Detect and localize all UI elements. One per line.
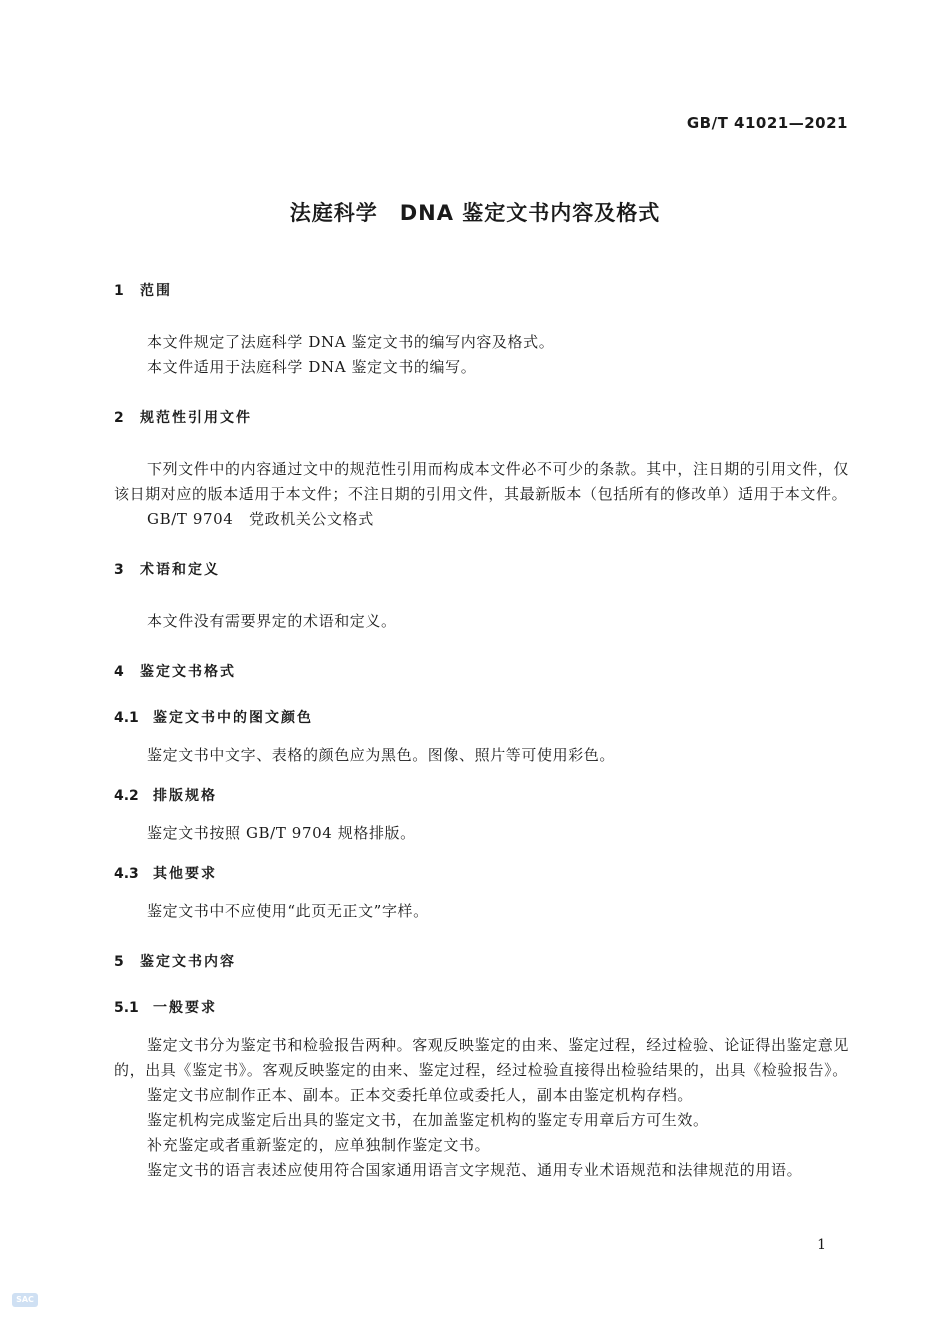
section-number: 5 xyxy=(114,954,124,970)
paragraph: 本文件适用于法庭科学 DNA 鉴定文书的编写。 xyxy=(147,358,477,376)
section-title: 范围 xyxy=(140,283,172,299)
section-3-heading xyxy=(114,559,849,581)
paragraph: 鉴定文书中文字、表格的颜色应为黑色。图像、照片等可使用彩色。 xyxy=(147,746,616,764)
document-body xyxy=(114,280,849,1183)
subsection-title: 鉴定文书中的图文颜色 xyxy=(153,710,313,726)
standard-code: GB/T 41021—2021 xyxy=(686,114,848,132)
paragraph: 鉴定文书中不应使用“此页无正文”字样。 xyxy=(147,902,429,920)
section-5-heading xyxy=(114,951,849,973)
subsection-title: 一般要求 xyxy=(153,1000,217,1016)
subsection-number: 4.2 xyxy=(114,788,139,804)
subsection-4-1-heading xyxy=(114,707,849,729)
section-number: 2 xyxy=(114,410,124,426)
reference-code: GB/T 9704 xyxy=(147,510,234,528)
paragraph: 补充鉴定或者重新鉴定的，应单独制作鉴定文书。 xyxy=(147,1136,491,1154)
document-title: 法庭科学 DNA 鉴定文书内容及格式 xyxy=(289,201,661,225)
section-number: 4 xyxy=(114,664,124,680)
section-title: 术语和定义 xyxy=(140,562,220,578)
subsection-5-1-heading xyxy=(114,997,849,1019)
section-title: 鉴定文书格式 xyxy=(140,664,236,680)
paragraph: 鉴定文书的语言表述应使用符合国家通用语言文字规范、通用专业术语规范和法律规范的用语。 xyxy=(147,1161,803,1179)
subsection-title: 其他要求 xyxy=(153,866,217,882)
paragraph: 鉴定文书分为鉴定书和检验报告两种。客观反映鉴定的由来、鉴定过程，经过检验、论证得出鉴定意见的，出具《鉴定书》。客观反映鉴定的由来、鉴定过程，经过检验直接得出检验结果的，出具《检验报告》。 xyxy=(114,1036,850,1079)
subsection-number: 4.1 xyxy=(114,710,139,726)
paragraph: 本文件没有需要界定的术语和定义。 xyxy=(147,612,397,630)
section-2-heading xyxy=(114,407,849,429)
section-4-heading xyxy=(114,661,849,683)
page-number: 1 xyxy=(817,1237,826,1253)
paragraph: 鉴定机构完成鉴定后出具的鉴定文书，在加盖鉴定机构的鉴定专用章后方可生效。 xyxy=(147,1111,709,1129)
section-title: 规范性引用文件 xyxy=(140,410,252,426)
subsection-number: 4.3 xyxy=(114,866,139,882)
subsection-4-3-heading xyxy=(114,863,849,885)
paragraph: 鉴定文书按照 GB/T 9704 规格排版。 xyxy=(147,824,416,842)
section-number: 3 xyxy=(114,562,124,578)
section-title: 鉴定文书内容 xyxy=(140,954,236,970)
sac-watermark-logo: SAC xyxy=(12,1293,38,1307)
section-1-heading xyxy=(114,280,849,302)
section-number: 1 xyxy=(114,283,124,299)
paragraph: 鉴定文书应制作正本、副本。正本交委托单位或委托人，副本由鉴定机构存档。 xyxy=(147,1086,694,1104)
subsection-number: 5.1 xyxy=(114,1000,139,1016)
paragraph: 本文件规定了法庭科学 DNA 鉴定文书的编写内容及格式。 xyxy=(147,333,555,351)
paragraph: 下列文件中的内容通过文中的规范性引用而构成本文件必不可少的条款。其中，注日期的引用文件，仅该日期对应的版本适用于本文件；不注日期的引用文件，其最新版本（包括所有的修改单）适用于本文件。 xyxy=(114,460,850,503)
subsection-title: 排版规格 xyxy=(153,788,217,804)
subsection-4-2-heading xyxy=(114,785,849,807)
reference-title: 党政机关公文格式 xyxy=(249,510,374,528)
normative-reference xyxy=(114,507,849,532)
